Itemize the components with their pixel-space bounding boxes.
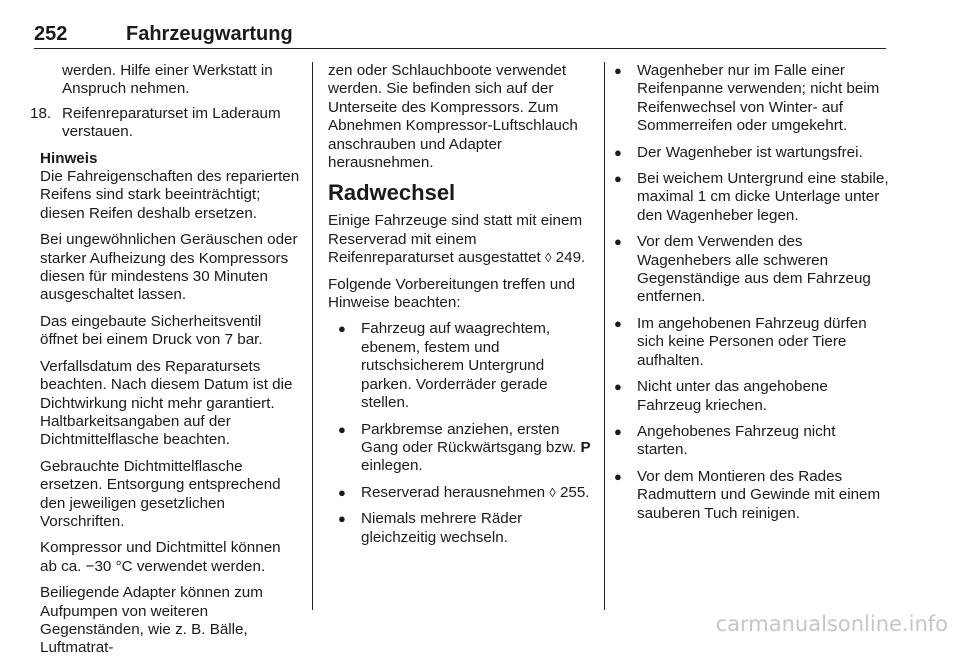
list-item: ● Reserverad herausnehmen ◊ 255.	[338, 483, 590, 501]
watermark: carmanualsonline.info	[715, 612, 948, 636]
list-item: ● Nicht unter das angehobene Fahrzeug kriechen.	[614, 378, 828, 414]
gear-key: P	[580, 438, 591, 456]
jack-notes-list	[614, 62, 890, 523]
column-divider	[604, 62, 605, 610]
page-header	[34, 22, 886, 49]
note-paragraph: Verfallsdatum des Reparatursets beachten. Nach diesem Datum ist die Dichtwirkung nicht mehr garantiert. Haltbarkeitsangaben auf der Dichtmittelflasche beachten.	[40, 357, 293, 449]
page-number: 252	[34, 23, 68, 45]
list-item: ● Wagenheber nur im Falle einer Reifenpanne verwenden; nicht beim Reifenwechsel von Winter- auf Sommerreifen oder umgekehrt.	[614, 62, 880, 135]
column-left	[30, 62, 300, 666]
note-paragraph: Bei ungewöhnlichen Geräuschen oder starker Aufheizung des Kompressors diesen für mindestens 30 Minuten ausgeschaltet lassen.	[40, 231, 298, 304]
list-item: ● Niemals mehrere Räder gleichzeitig wechseln.	[338, 510, 523, 546]
column-middle	[328, 62, 596, 555]
prep-list	[328, 320, 596, 546]
note-paragraph: Gebrauchte Dichtmittelflasche ersetzen. Entsorgung entsprechend den jeweiligen gesetzlichen Vorschriften.	[40, 457, 281, 530]
reference-arrow-icon: ◊	[545, 250, 552, 266]
note-paragraph: Die Fahreigenschaften des reparierten Reifens sind stark beeinträchtigt; diesen Reifen deshalb ersetzen.	[40, 168, 300, 222]
bullet-icon: ●	[338, 321, 346, 337]
list-item: ● Im angehobenen Fahrzeug dürfen sich keine Personen oder Tiere aufhalten.	[614, 314, 867, 369]
bullet-icon: ●	[614, 234, 622, 250]
list-item: ● Parkbremse anziehen, ersten Gang oder Rückwärtsgang bzw. P einlegen.	[338, 420, 591, 475]
bullet-icon: ●	[614, 171, 622, 187]
column-right	[614, 62, 890, 531]
page-reference[interactable]: 255.	[559, 483, 590, 501]
list-item: ● Fahrzeug auf waagrechtem, ebenem, festem und rutschsicherem Untergrund parken. Vorderräder gerade stellen.	[338, 320, 551, 412]
bullet-icon: ●	[614, 144, 622, 160]
bullet-icon: ●	[338, 511, 346, 527]
bullet-icon: ●	[614, 379, 622, 395]
note-paragraph: Beiliegende Adapter können zum Aufpumpen von weiteren Gegenständen, wie z. B. Bälle, Luftmatrat-	[40, 584, 263, 657]
note-title: Hinweis	[40, 149, 98, 167]
note-paragraph: Kompressor und Dichtmittel können ab ca. −30 °C verwendet werden.	[40, 539, 281, 575]
list-item: ● Der Wagenheber ist wartungsfrei.	[614, 143, 863, 161]
column-divider	[312, 62, 313, 610]
bullet-icon: ●	[614, 468, 622, 484]
intro-paragraph: Einige Fahrzeuge sind statt mit einem Reserverad mit einem Reifenreparaturset ausgestattet ◊ 249.	[328, 212, 586, 267]
section-title: Radwechsel	[328, 180, 456, 206]
note-paragraph: Das eingebaute Sicherheitsventil öffnet bei einem Druck von 7 bar.	[40, 312, 263, 349]
list-item: ● Bei weichem Untergrund eine stabile, maximal 1 cm dicke Unterlage unter den Wagenheber legen.	[614, 170, 889, 224]
list-item: ● Vor dem Montieren des Rades Radmuttern und Gewinde mit einem sauberen Tuch reinigen.	[614, 467, 881, 522]
reference-arrow-icon: ◊	[549, 484, 556, 500]
step-18	[30, 105, 300, 142]
continuation-text: zen oder Schlauchboote verwendet werden. Sie befinden sich auf der Unterseite des Kompressors. Zum Abnehmen Kompressor-Luftschlauch anschrauben und Adapter herausnehmen.	[328, 62, 578, 172]
continuation-text: werden. Hilfe einer Werkstatt in Anspruch nehmen.	[62, 62, 273, 98]
step-number: 18.	[30, 104, 52, 122]
page-reference[interactable]: 249.	[555, 249, 586, 267]
step-text: Reifenreparaturset im Laderaum verstauen.	[62, 104, 281, 141]
bullet-icon: ●	[614, 315, 622, 331]
bullet-icon: ●	[338, 484, 346, 500]
list-item: ● Vor dem Verwenden des Wagenhebers alle schweren Gegenständige aus dem Fahrzeug entfernen.	[614, 233, 871, 306]
bullet-icon: ●	[338, 421, 346, 437]
list-item: ● Angehobenes Fahrzeug nicht starten.	[614, 422, 836, 459]
page-title: Fahrzeugwartung	[126, 23, 293, 45]
bullet-icon: ●	[614, 63, 622, 78]
bullet-icon: ●	[614, 423, 622, 439]
prep-paragraph: Folgende Vorbereitungen treffen und Hinweise beachten:	[328, 275, 576, 312]
